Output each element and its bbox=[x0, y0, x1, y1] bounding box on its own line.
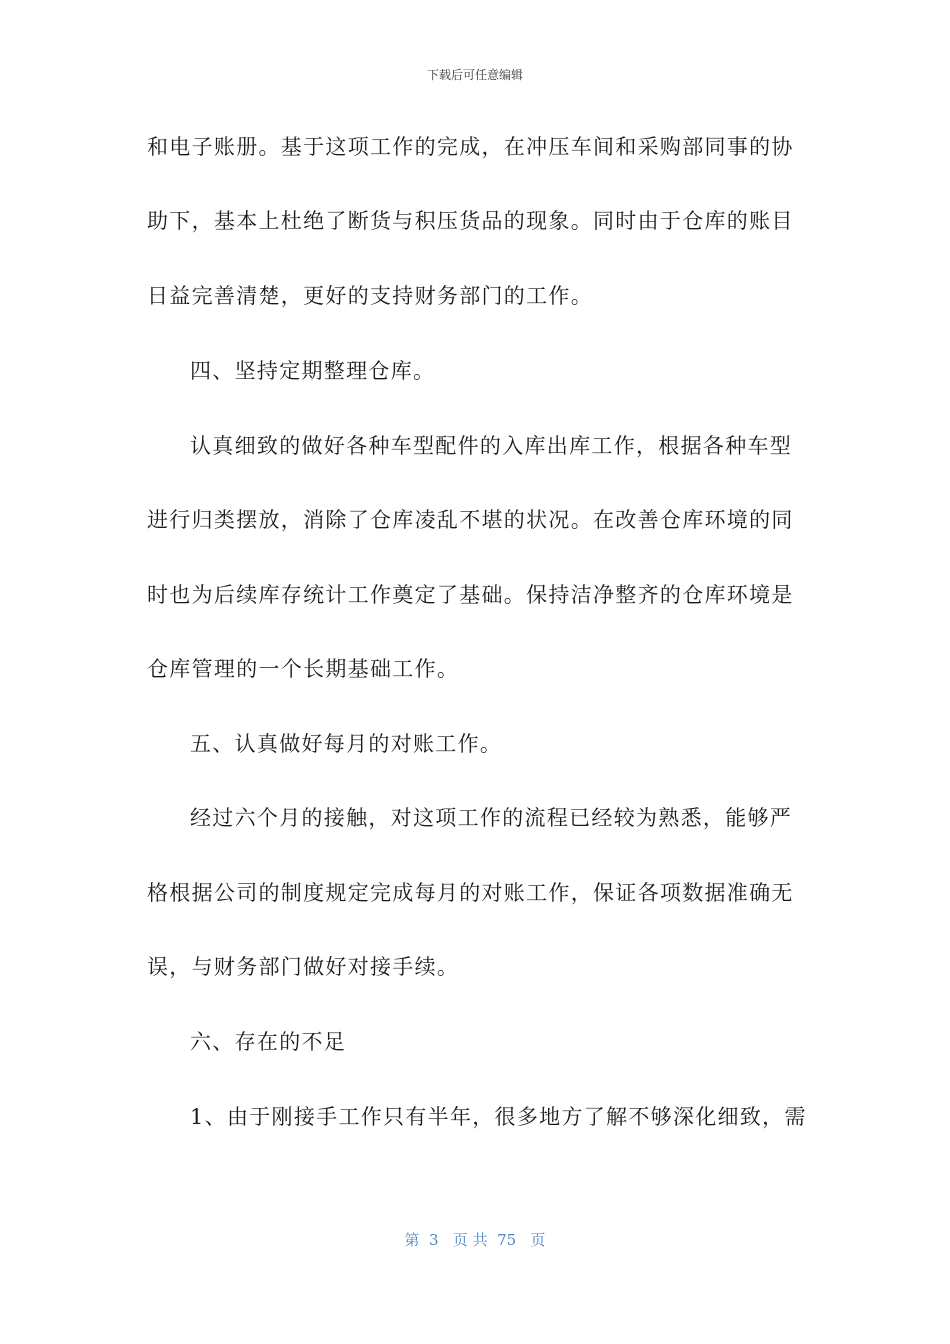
body-text-line: 进行归类摆放，消除了仓库凌乱不堪的状况。在改善仓库环境的同 bbox=[147, 508, 794, 532]
body-text-line: 误，与财务部门做好对接手续。 bbox=[147, 955, 460, 979]
body-text-line: 时也为后续库存统计工作奠定了基础。保持洁净整齐的仓库环境是 bbox=[147, 583, 794, 607]
section-heading: 四、坚持定期整理仓库。 bbox=[190, 359, 436, 383]
body-text-line: 仓库管理的一个长期基础工作。 bbox=[147, 657, 460, 681]
body-text-line: 助下，基本上杜绝了断货与积压货品的现象。同时由于仓库的账目 bbox=[147, 209, 794, 233]
body-text-line: 经过六个月的接触，对这项工作的流程已经较为熟悉，能够严 bbox=[190, 806, 793, 830]
body-text-line: 和电子账册。基于这项工作的完成，在冲压车间和采购部同事的协 bbox=[147, 135, 794, 159]
section-heading: 五、认真做好每月的对账工作。 bbox=[190, 732, 503, 756]
section-heading: 六、存在的不足 bbox=[190, 1030, 347, 1054]
body-text-line: 格根据公司的制度规定完成每月的对账工作，保证各项数据准确无 bbox=[147, 881, 794, 905]
page-header: 下载后可任意编辑 bbox=[426, 68, 523, 82]
body-text-line: 1、由于刚接手工作只有半年，很多地方了解不够深化细致，需 bbox=[190, 1105, 807, 1129]
body-text-line: 认真细致的做好各种车型配件的入库出库工作，根据各种车型 bbox=[190, 434, 793, 458]
body-text-line: 日益完善清楚，更好的支持财务部门的工作。 bbox=[147, 284, 593, 308]
page-footer: 第 3 页 共 75 页 bbox=[404, 1231, 546, 1249]
